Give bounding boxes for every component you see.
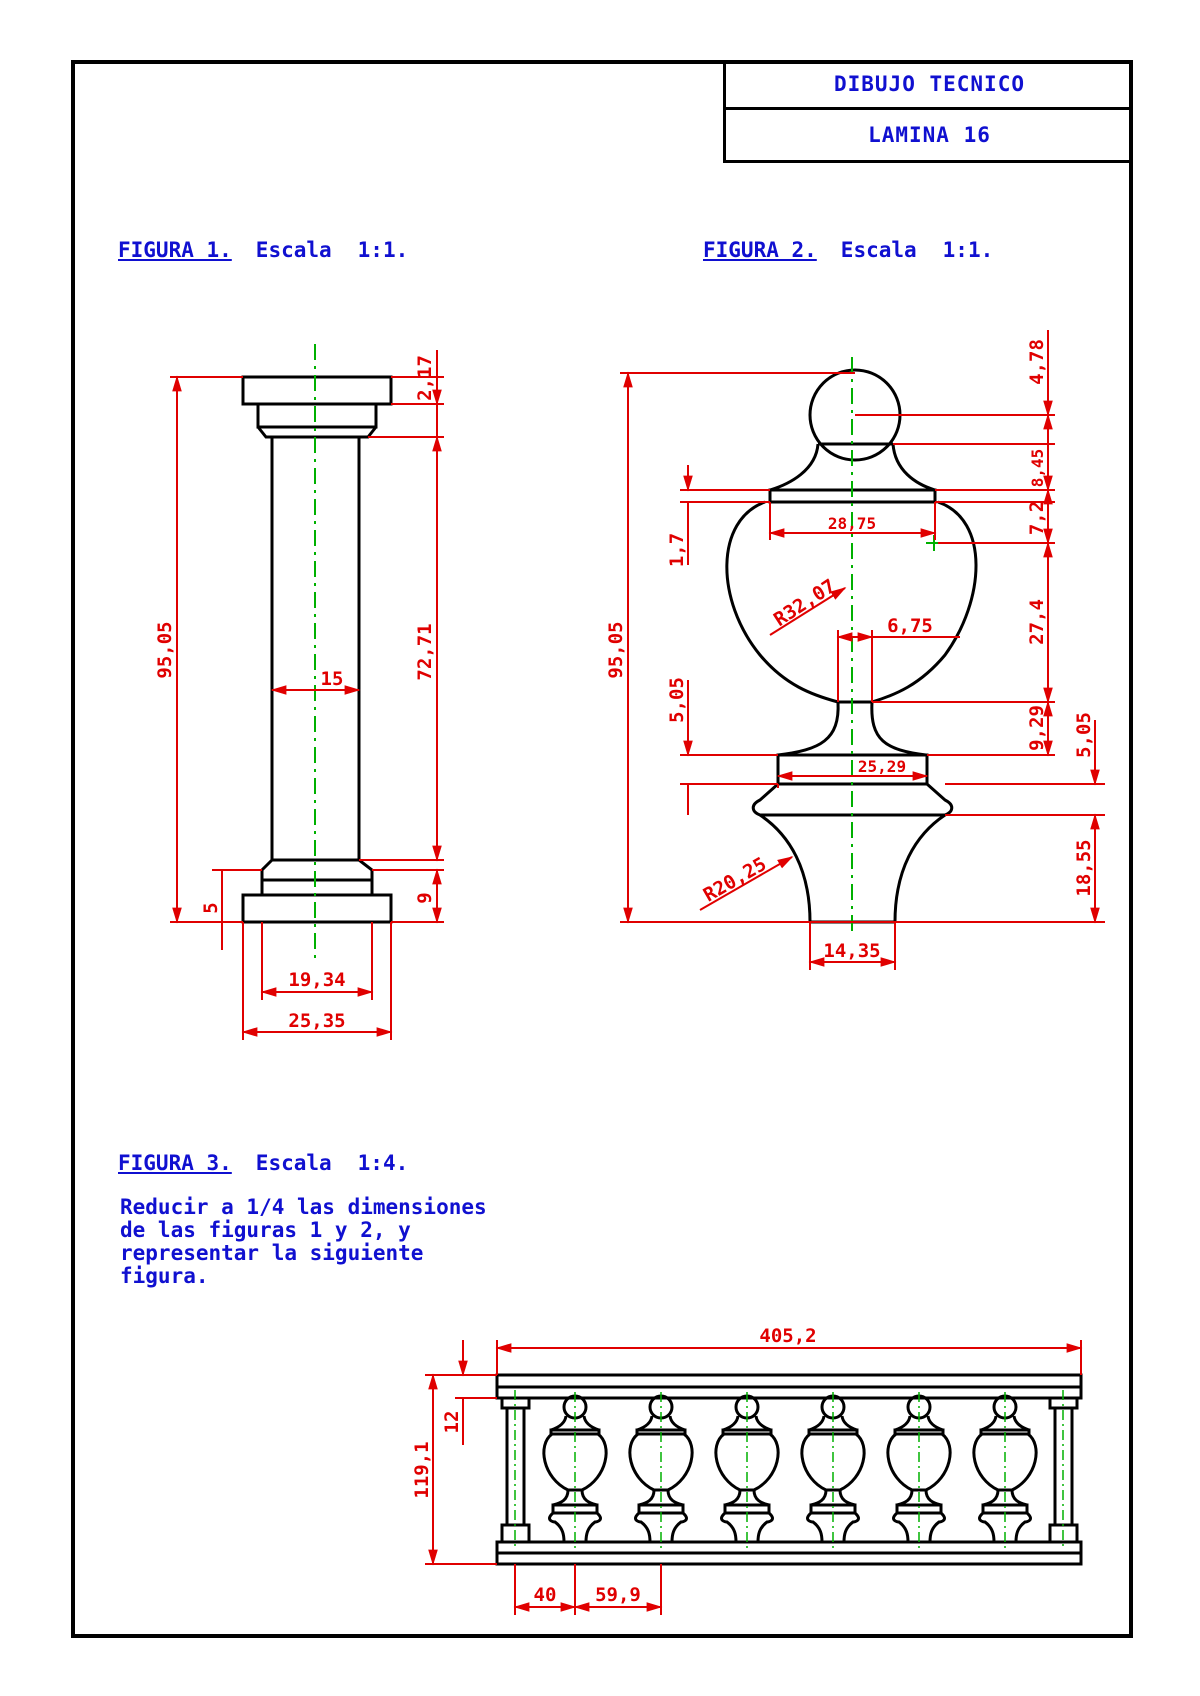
fig2-dim-bowl-height: 27,4 [1026, 599, 1048, 645]
fig1-dim-base-step: 5 [200, 902, 222, 914]
fig3-dim-total-height: 119,1 [411, 1441, 433, 1499]
figure1-dimensions [170, 350, 444, 1040]
fig2-dim-foot-height: 18,55 [1073, 839, 1095, 897]
fig3-dim-spacing: 59,9 [595, 1584, 641, 1606]
fig2-dim-collar-right: 5,05 [1073, 712, 1095, 758]
baluster-row [544, 1396, 1036, 1542]
fig2-dim-foot-radius: R20,25 [699, 853, 771, 907]
fig1-dim-overall-height: 95,05 [154, 621, 176, 679]
figure1-scale: 1:1. [357, 238, 409, 262]
fig2-dim-collar-left: 5,05 [666, 677, 688, 723]
figure3-label: FIGURA 3. [118, 1151, 232, 1175]
fig3-dim-total-length: 405,2 [759, 1325, 817, 1347]
fig2-dim-ball: 4,78 [1026, 339, 1048, 385]
figure1-dim-labels [154, 355, 436, 1032]
fig2-dim-bowl-radius: R32,07 [769, 575, 840, 631]
figure3-instructions: Reducir a 1/4 las dimensiones de las figuras 1 y 2, y representar la siguiente figura. [120, 1195, 487, 1288]
fig2-dim-neck: 8,45 [1028, 448, 1047, 488]
figure2-scale-word: Escala [840, 238, 917, 262]
figure3-scale: 1:4. [357, 1151, 409, 1175]
figure2-dim-labels [605, 339, 1095, 962]
figure1-scale-word: Escala [255, 238, 332, 262]
figure3-balustrade [497, 1375, 1081, 1564]
figure2-scale: 1:1. [942, 238, 994, 262]
fig1-dim-top-cap: 2,17 [414, 355, 436, 401]
title-sheet: LAMINA 16 [868, 123, 991, 147]
fig1-dim-shaft-width: 15 [320, 668, 344, 690]
fig2-dim-foot-width: 14,35 [823, 940, 881, 962]
fig2-dim-rim-height: 7,2 [1026, 500, 1048, 536]
fig1-dim-outer-base: 25,35 [288, 1010, 346, 1032]
fig2-dim-rim-width: 28,75 [827, 514, 877, 533]
fig2-dim-stem-half: 6,75 [887, 615, 933, 637]
fig1-dim-base-height: 9 [414, 892, 436, 904]
fig1-dim-shaft-height: 72,71 [414, 623, 436, 681]
fig2-dim-overall-height: 95,05 [605, 621, 627, 679]
figure2-dimensions [620, 330, 1105, 970]
figure3-scale-word: Escala [255, 1151, 332, 1175]
title-subject: DIBUJO TECNICO [726, 60, 1133, 110]
figure3-centerlines [515, 1390, 1063, 1550]
fig1-dim-inner-base: 19,34 [288, 969, 346, 991]
figure1-label: FIGURA 1. [118, 238, 232, 262]
figure1-column [243, 377, 391, 922]
figure2-label: FIGURA 2. [703, 238, 817, 262]
fig2-dim-stem-height: 9,29 [1026, 705, 1048, 751]
fig2-dim-rim-step: 1,7 [666, 532, 688, 568]
fig3-dim-first-spacing: 40 [533, 1584, 557, 1606]
fig3-dim-rail: 12 [441, 1410, 463, 1434]
fig2-dim-collar-width: 25,29 [857, 757, 907, 776]
